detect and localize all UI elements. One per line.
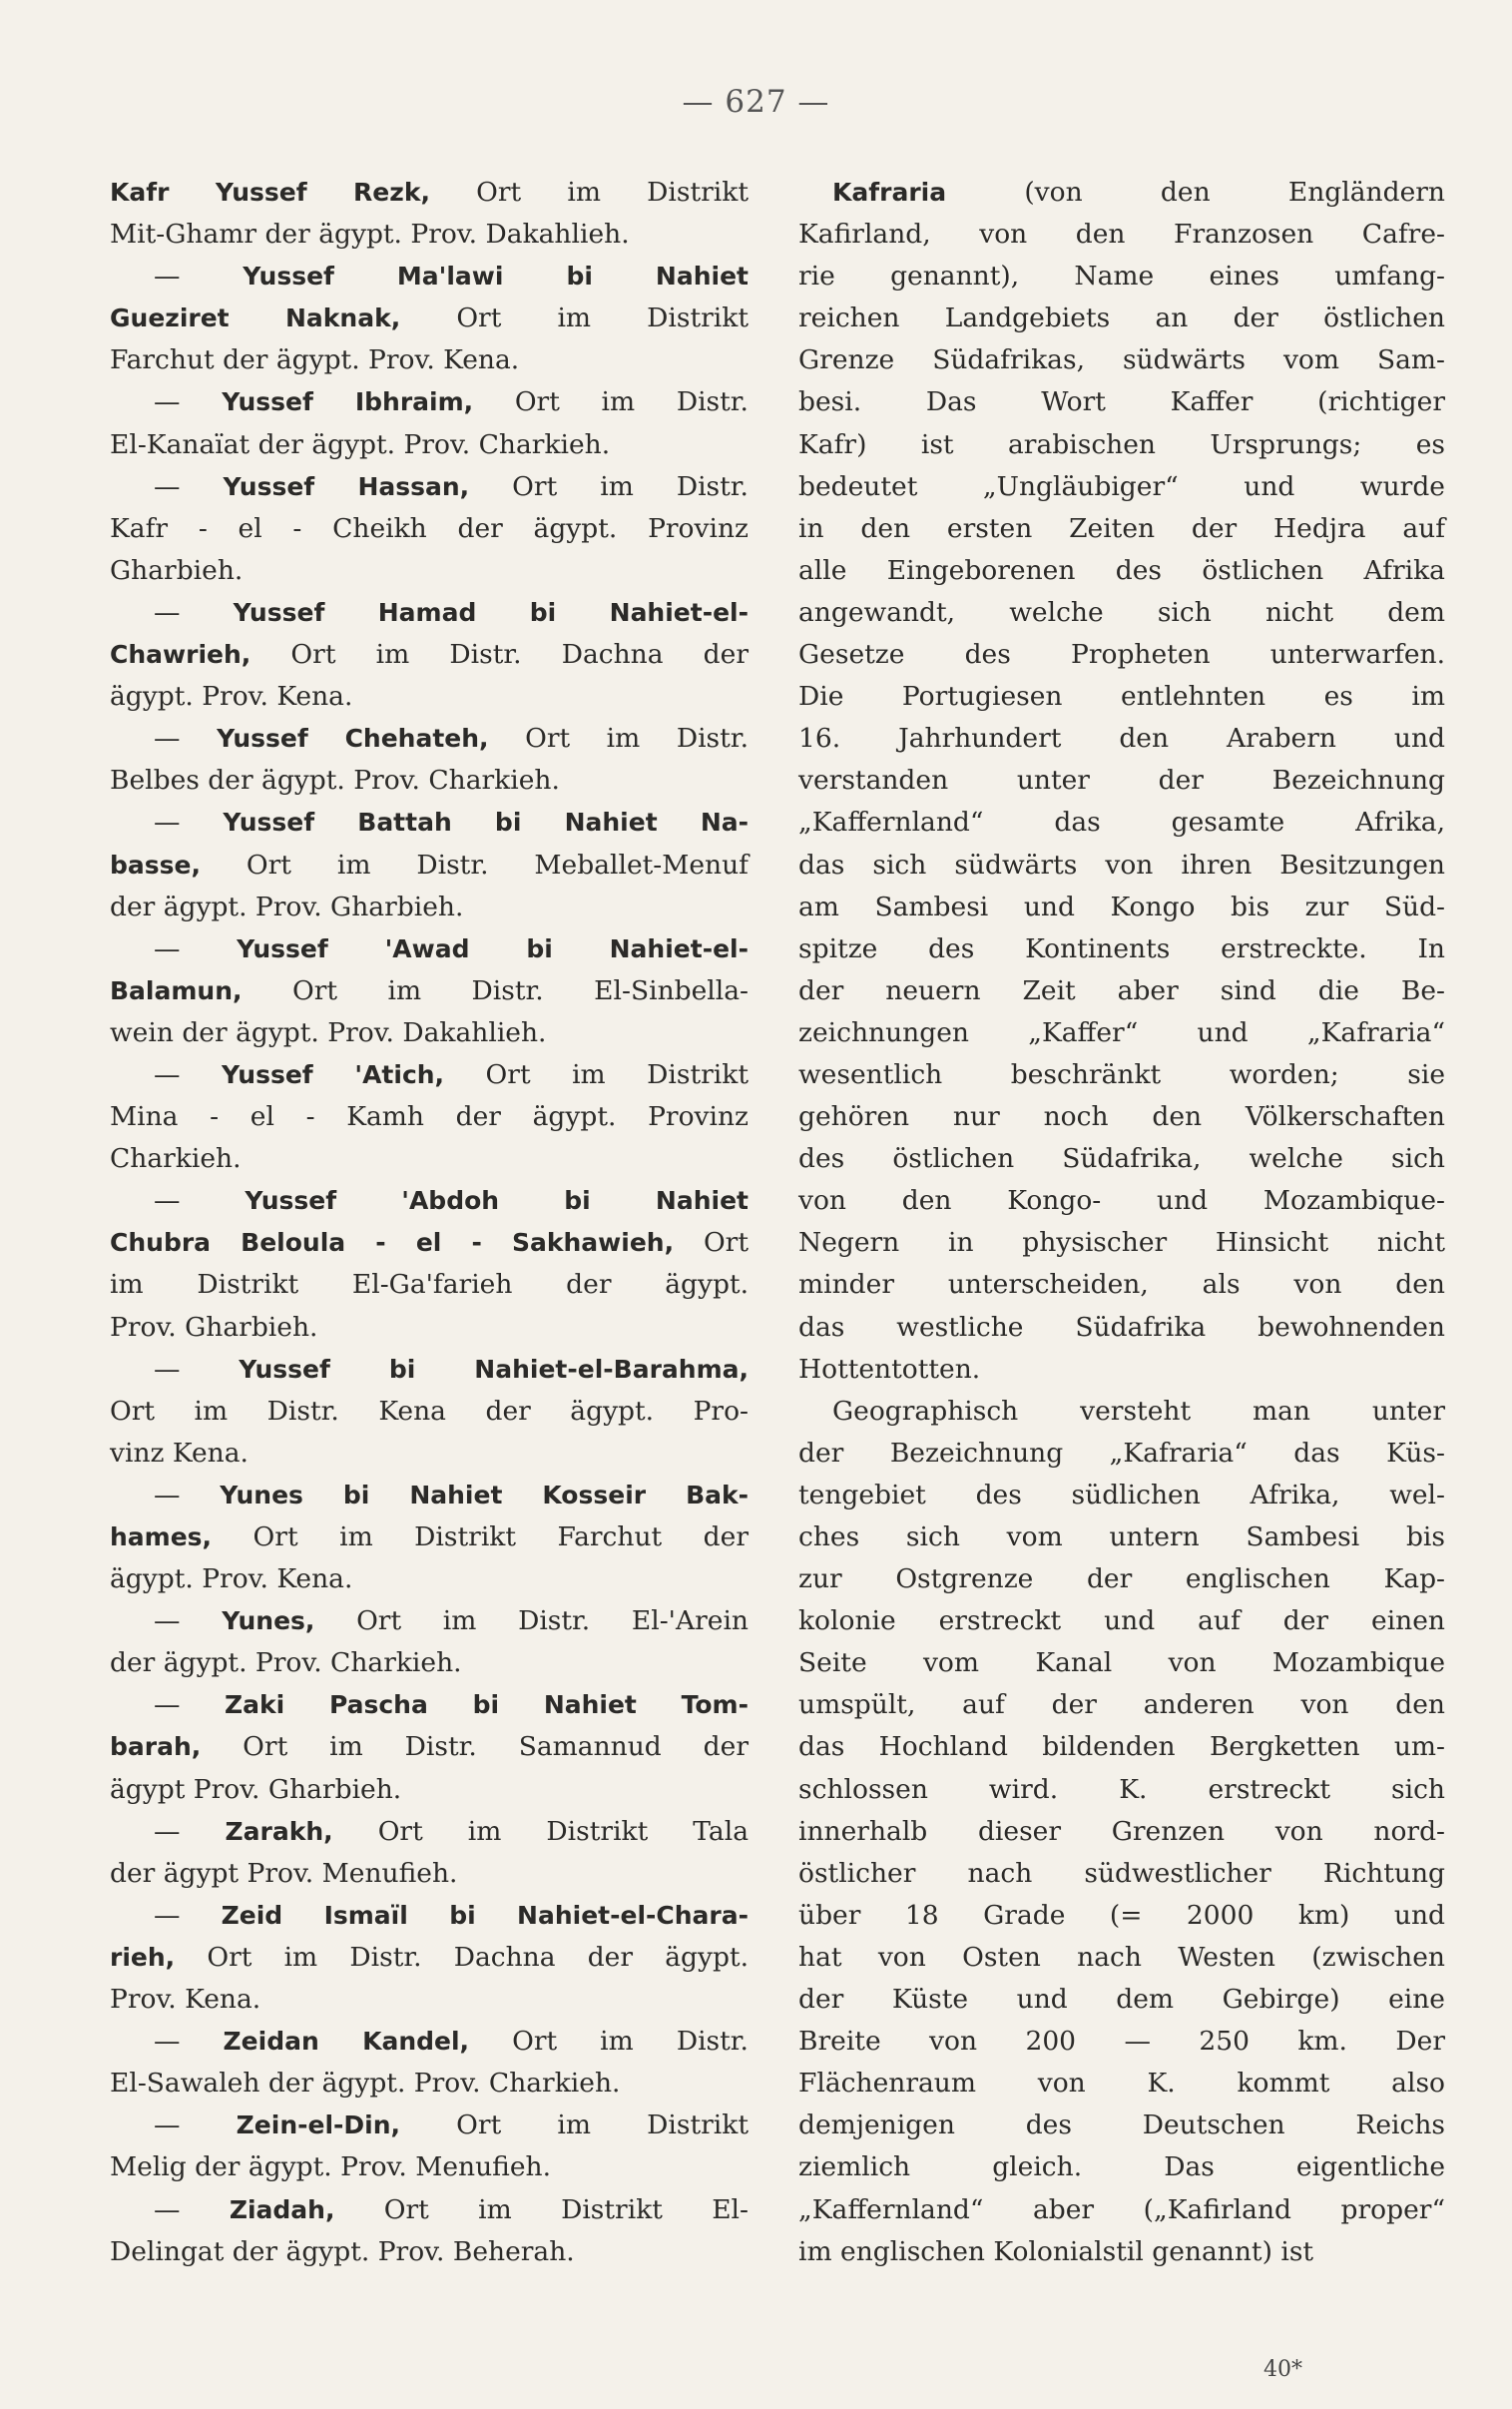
text-line [798, 424, 1445, 466]
line-text: bedeutet „Ungläubiger“ und wurde [798, 470, 1445, 502]
line-text: Ort im Distr. Samannud der [201, 1731, 749, 1763]
text-line [798, 718, 1445, 760]
text-line [110, 592, 749, 634]
bold-term: Yussef 'Atich, [221, 1059, 445, 1089]
text-line [798, 339, 1445, 381]
text-line [110, 1684, 749, 1726]
text-line [798, 1433, 1445, 1475]
line-text: Mit-Ghamr der ägypt. Prov. Dakahlieh. [110, 219, 630, 251]
line-text: zeichnungen „Kaffer“ und „Kafraria“ [798, 1016, 1445, 1048]
line-text: — [154, 596, 234, 628]
text-line [798, 845, 1445, 887]
text-line [798, 214, 1445, 256]
line-text: — [154, 1689, 225, 1721]
text-line [110, 1264, 749, 1306]
text-line [798, 634, 1445, 676]
line-text: spitze des Kontinents erstreckte. In [798, 932, 1445, 964]
text-line [798, 298, 1445, 339]
line-text: Ort im Distr. El-Sinbella- [242, 974, 749, 1006]
text-line [798, 1307, 1445, 1349]
line-text: in den ersten Zeiten der Hedjra auf [798, 512, 1445, 544]
line-text: — [154, 2193, 230, 2225]
text-line [110, 1391, 749, 1433]
text-line [798, 2105, 1445, 2146]
text-line [110, 845, 749, 887]
text-line [798, 466, 1445, 508]
text-line [110, 508, 749, 550]
line-text: Prov. Kena. [110, 1984, 261, 2016]
text-line [798, 592, 1445, 634]
bold-term: hames, [110, 1522, 213, 1551]
line-text: angewandt, welche sich nicht dem [798, 596, 1445, 628]
line-text: (von den Engländern [946, 177, 1445, 208]
text-line [110, 1811, 749, 1853]
line-text: — [154, 723, 218, 755]
line-text: Ort im Distr. El-'Arein [314, 1605, 749, 1637]
text-line [798, 1264, 1445, 1306]
line-text: der neuern Zeit aber sind die Be- [798, 974, 1445, 1006]
text-line [110, 760, 749, 802]
text-line [110, 1180, 749, 1222]
line-text: Ort im Distr. Kena der ägypt. Pro- [110, 1395, 749, 1427]
text-line [798, 1895, 1445, 1937]
text-line [110, 1138, 749, 1180]
line-text: — [154, 386, 223, 418]
text-line [110, 2189, 749, 2231]
bold-term: Yussef Battah bi Nahiet Na- [223, 808, 749, 838]
text-line [798, 1475, 1445, 1516]
text-line [798, 1979, 1445, 2021]
line-text: Gharbieh. [110, 554, 244, 586]
bold-term: Yussef Hassan, [223, 471, 470, 501]
line-text: Kafirland, von den Franzosen Cafre- [798, 219, 1445, 251]
line-text: ches sich vom untern Sambesi bis [798, 1521, 1445, 1552]
text-line [798, 1180, 1445, 1222]
line-text: rie genannt), Name eines umfang- [798, 261, 1445, 293]
line-text: minder unterscheiden, als von den [798, 1269, 1445, 1301]
text-line [110, 634, 749, 676]
line-text: Prov. Gharbieh. [110, 1311, 318, 1343]
text-line [798, 802, 1445, 844]
line-text: tengebiet des südlichen Afrika, wel- [798, 1479, 1445, 1510]
bold-term: Kafr Yussef Rezk, [110, 178, 430, 207]
line-text: Ort im Distrikt [444, 1058, 749, 1090]
line-text: der ägypt. Prov. Charkieh. [110, 1647, 462, 1679]
line-text: Ort im Distrikt [429, 177, 749, 208]
text-line [798, 1853, 1445, 1895]
text-line [110, 1054, 749, 1096]
line-text: Hottentotten. [798, 1353, 981, 1385]
line-text: Ort im Distrikt Farchut der [212, 1521, 749, 1552]
text-line [110, 1307, 749, 1349]
line-text: — [154, 807, 224, 839]
line-text: — [154, 470, 224, 502]
text-line [110, 970, 749, 1012]
text-line [798, 1516, 1445, 1558]
left-column [110, 172, 749, 2273]
bold-term: Yussef Ibhraim, [222, 387, 474, 417]
text-line [110, 339, 749, 381]
bold-term: Chubra Beloula - el - Sakhawieh, [110, 1228, 675, 1258]
text-line [110, 424, 749, 466]
text-line [110, 1937, 749, 1979]
line-text: gehören nur noch den Völkerschaften [798, 1101, 1445, 1133]
line-text: — [154, 261, 244, 293]
text-line [110, 1853, 749, 1895]
line-text: Ort im Distr. [488, 723, 749, 755]
text-line [110, 1475, 749, 1516]
text-line [798, 2021, 1445, 2063]
text-line [798, 760, 1445, 802]
text-line [110, 1895, 749, 1937]
text-line [798, 508, 1445, 550]
line-text: — [154, 1185, 246, 1217]
bold-term: Zeid Ismaïl bi Nahiet-el-Chara- [221, 1900, 749, 1930]
text-line [110, 1769, 749, 1811]
line-text: Seite vom Kanal von Mozambique [798, 1647, 1445, 1679]
line-text: — [154, 1058, 222, 1090]
text-line [110, 1012, 749, 1054]
bold-term: Gueziret Naknak, [110, 303, 401, 333]
line-text: alle Eingeborenen des östlichen Afrika [798, 554, 1445, 586]
line-text: Mina - el - Kamh der ägypt. Provinz [110, 1101, 749, 1133]
line-text: 16. Jahrhundert den Arabern und [798, 723, 1445, 755]
text-line [110, 381, 749, 423]
line-text: ägypt Prov. Gharbieh. [110, 1773, 402, 1805]
text-line [798, 2063, 1445, 2105]
line-text: Ort im Distrikt [400, 302, 749, 334]
text-line [798, 1222, 1445, 1264]
bold-term: Yussef 'Awad bi Nahiet-el- [237, 933, 749, 963]
text-line [110, 1642, 749, 1684]
line-text: ägypt. Prov. Kena. [110, 681, 353, 713]
line-text: — [154, 932, 238, 964]
line-text: Geographisch versteht man unter [832, 1395, 1445, 1427]
text-line [110, 1096, 749, 1138]
line-text: der ägypt. Prov. Gharbieh. [110, 891, 464, 922]
line-text: „Kaffernland“ aber („Kafirland proper“ [798, 2193, 1445, 2225]
bold-term: Yunes, [222, 1606, 315, 1636]
line-text: ägypt. Prov. Kena. [110, 1563, 353, 1595]
line-text: kolonie erstreckt und auf der einen [798, 1605, 1445, 1637]
text-line [798, 1096, 1445, 1138]
text-line [798, 970, 1445, 1012]
bold-term: Chawrieh, [110, 640, 252, 670]
line-text: schlossen wird. K. erstreckt sich [798, 1773, 1445, 1805]
text-line [110, 676, 749, 718]
line-text: zur Ostgrenze der englischen Kap- [798, 1563, 1445, 1595]
text-line [110, 718, 749, 760]
bold-term: Zaki Pascha bi Nahiet Tom- [224, 1690, 749, 1720]
text-line [110, 2063, 749, 2105]
text-line [110, 1349, 749, 1391]
line-text: ziemlich gleich. Das eigentliche [798, 2151, 1445, 2183]
text-line [798, 172, 1445, 214]
text-line [110, 2021, 749, 2063]
line-text: reichen Landgebiets an der östlichen [798, 302, 1445, 334]
line-text: am Sambesi und Kongo bis zur Süd- [798, 891, 1445, 922]
line-text: das Hochland bildenden Bergketten um- [798, 1731, 1445, 1763]
text-line [798, 1642, 1445, 1684]
bold-term: Zein-el-Din, [236, 2110, 401, 2140]
text-line [798, 1558, 1445, 1600]
bold-term: Yussef Ma'lawi bi Nahiet [243, 262, 749, 292]
text-line [798, 1391, 1445, 1433]
line-text: im Distrikt El-Ga'farieh der ägypt. [110, 1269, 749, 1301]
text-line [110, 550, 749, 592]
line-text: das westliche Südafrika bewohnenden [798, 1311, 1445, 1343]
text-line [798, 676, 1445, 718]
text-line [798, 550, 1445, 592]
line-text: — [154, 1479, 221, 1510]
bold-term: rieh, [110, 1942, 176, 1972]
page-number-header: — 627 — [682, 84, 830, 120]
line-text: hat von Osten nach Westen (zwischen [798, 1941, 1445, 1973]
bold-term: Yussef Chehateh, [217, 724, 489, 754]
text-line [798, 1349, 1445, 1391]
line-text: Farchut der ägypt. Prov. Kena. [110, 344, 520, 376]
bold-term: Yussef 'Abdoh bi Nahiet [245, 1186, 749, 1216]
line-text: Belbes der ägypt. Prov. Charkieh. [110, 765, 560, 797]
text-line [798, 887, 1445, 928]
text-line [110, 887, 749, 928]
line-text: des östlichen Südafrika, welche sich [798, 1143, 1445, 1175]
bold-term: Yunes bi Nahiet Kosseir Bak- [220, 1480, 749, 1509]
line-text: Kafr) ist arabischen Ursprungs; es [798, 428, 1445, 460]
text-line [798, 2146, 1445, 2188]
text-line [110, 928, 749, 970]
line-text: Ort im Distr. [473, 386, 749, 418]
line-text: der Küste und dem Gebirge) eine [798, 1984, 1445, 2016]
bold-term: Kafraria [832, 178, 947, 207]
text-line [798, 1054, 1445, 1096]
line-text: Die Portugiesen entlehnten es im [798, 681, 1445, 713]
text-line [798, 1012, 1445, 1054]
line-text: Breite von 200 — 250 km. Der [798, 2026, 1445, 2058]
text-line [110, 1558, 749, 1600]
line-text: Ort [674, 1227, 749, 1259]
text-line [798, 928, 1445, 970]
text-line [798, 1684, 1445, 1726]
text-line [798, 1138, 1445, 1180]
text-line [798, 256, 1445, 298]
line-text: innerhalb dieser Grenzen von nord- [798, 1815, 1445, 1847]
line-text: östlicher nach südwestlicher Richtung [798, 1857, 1445, 1889]
line-text: wein der ägypt. Prov. Dakahlieh. [110, 1016, 547, 1048]
text-line [798, 2231, 1445, 2273]
bold-term: Zeidan Kandel, [223, 2027, 470, 2057]
line-text: Ort im Distr. [469, 2026, 749, 2058]
text-line [110, 1600, 749, 1642]
bold-term: basse, [110, 850, 201, 880]
text-line [798, 1769, 1445, 1811]
line-text: Ort im Distrikt [400, 2109, 749, 2141]
text-line [110, 1516, 749, 1558]
line-text: Kafr - el - Cheikh der ägypt. Provinz [110, 512, 749, 544]
line-text: Ort im Distr. [469, 470, 749, 502]
line-text: Ort im Distr. Meballet-Menuf [200, 849, 749, 881]
text-line [110, 256, 749, 298]
line-text: „Kaffernland“ das gesamte Afrika, [798, 807, 1445, 839]
right-column [798, 172, 1445, 2273]
bold-term: Ziadah, [229, 2194, 335, 2224]
line-text: Melig der ägypt. Prov. Menufieh. [110, 2151, 552, 2183]
line-text: Negern in physischer Hinsicht nicht [798, 1227, 1445, 1259]
text-line [110, 1726, 749, 1768]
line-text: im englischen Kolonialstil genannt) ist [798, 2235, 1314, 2267]
line-text: über 18 Grade (= 2000 km) und [798, 1899, 1445, 1931]
text-line [110, 2231, 749, 2273]
text-line [110, 1433, 749, 1475]
text-line [110, 2146, 749, 2188]
line-text: — [154, 2109, 237, 2141]
line-text: Ort im Distr. Dachna der [251, 639, 749, 671]
line-text: — [154, 1605, 223, 1637]
line-text: verstanden unter der Bezeichnung [798, 765, 1445, 797]
bold-term: Yussef Hamad bi Nahiet-el- [233, 597, 749, 627]
line-text: — [154, 1353, 240, 1385]
text-line [110, 214, 749, 256]
text-line [798, 1600, 1445, 1642]
line-text: der Bezeichnung „Kafraria“ das Küs- [798, 1437, 1445, 1469]
bold-term: Zarakh, [225, 1816, 333, 1846]
text-line [110, 1222, 749, 1264]
line-text: demjenigen des Deutschen Reichs [798, 2109, 1445, 2141]
line-text: das sich südwärts von ihren Besitzungen [798, 849, 1445, 881]
line-text: El-Sawaleh der ägypt. Prov. Charkieh. [110, 2068, 621, 2100]
line-text: Ort im Distrikt Tala [332, 1815, 749, 1847]
line-text: Ort im Distr. Dachna der ägypt. [175, 1941, 749, 1973]
line-text: Grenze Südafrikas, südwärts vom Sam- [798, 344, 1445, 376]
text-line [110, 466, 749, 508]
text-line [110, 1979, 749, 2021]
text-line [798, 1937, 1445, 1979]
text-line [798, 1811, 1445, 1853]
line-text: Flächenraum von K. kommt also [798, 2068, 1445, 2100]
line-text: — [154, 1815, 226, 1847]
text-line [798, 1726, 1445, 1768]
text-line [110, 2105, 749, 2146]
bold-term: barah, [110, 1732, 202, 1762]
line-text: Gesetze des Propheten unterwarfen. [798, 639, 1445, 671]
line-text: von den Kongo- und Mozambique- [798, 1185, 1445, 1217]
line-text: Delingat der ägypt. Prov. Beherah. [110, 2235, 575, 2267]
line-text: vinz Kena. [110, 1437, 249, 1469]
line-text: — [154, 2026, 224, 2058]
line-text: Charkieh. [110, 1143, 242, 1175]
line-text: der ägypt Prov. Menufieh. [110, 1857, 458, 1889]
line-text: wesentlich beschränkt worden; sie [798, 1058, 1445, 1090]
text-line [798, 381, 1445, 423]
bold-term: Balamun, [110, 975, 243, 1005]
text-line [110, 802, 749, 844]
line-text: — [154, 1899, 222, 1931]
text-line [110, 172, 749, 214]
line-text: umspült, auf der anderen von den [798, 1689, 1445, 1721]
line-text: El-Kanaïat der ägypt. Prov. Charkieh. [110, 428, 611, 460]
text-line [798, 2189, 1445, 2231]
bold-term: Yussef bi Nahiet-el-Barahma, [239, 1354, 749, 1384]
line-text: Ort im Distrikt El- [334, 2193, 749, 2225]
line-text: besi. Das Wort Kaffer (richtiger [798, 386, 1445, 418]
signature-mark: 40* [1263, 2357, 1302, 2382]
text-line [110, 298, 749, 339]
